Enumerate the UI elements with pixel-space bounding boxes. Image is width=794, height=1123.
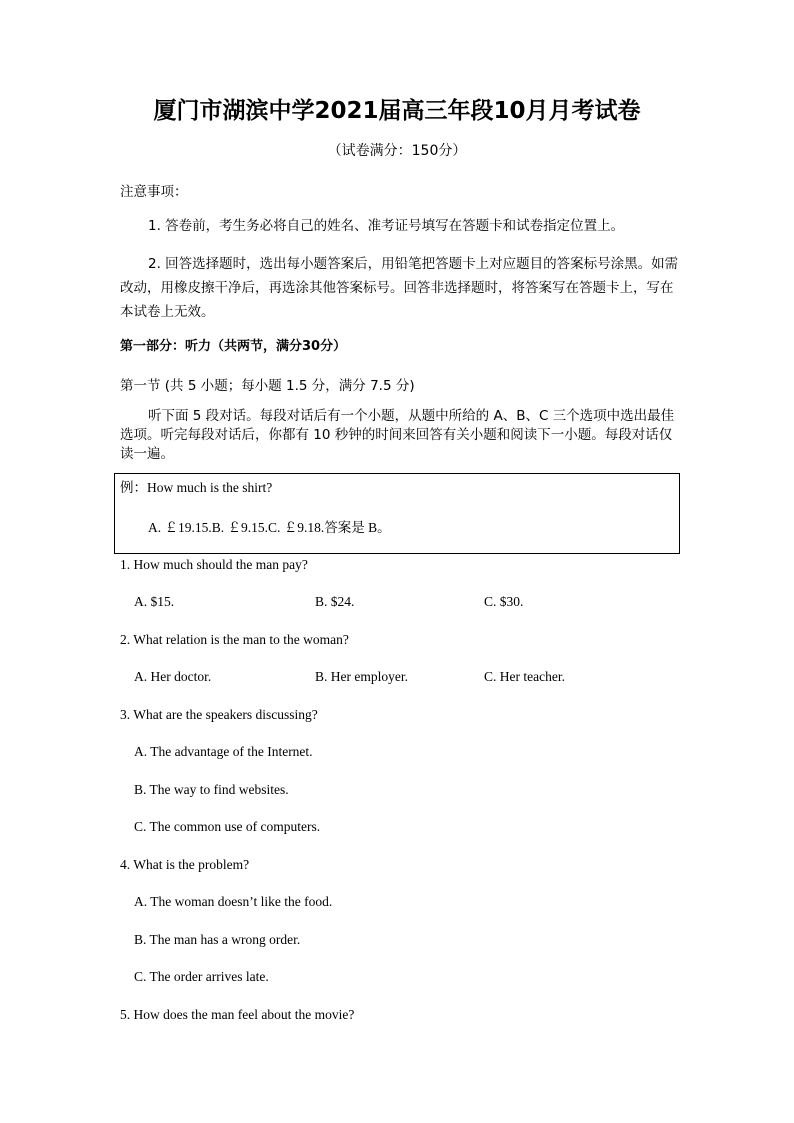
question-4-option-c: C. The order arrives late. [134, 969, 269, 984]
notice-item-2: 2. 回答选择题时，选出每小题答案后，用铅笔把答题卡上对应题目的答案标号涂黑。如需改动，用橡皮擦干净后，再选涂其他答案标号。回答非选择题时，将答案写在答题卡上，写在本试卷上无效。 [120, 256, 679, 320]
question-3-option-c: C. The common use of computers. [134, 819, 321, 834]
question-2-option-b: B. Her employer. [315, 669, 408, 684]
page-title: 厦门市湖滨中学2021届高三年段10月月考试卷 [153, 98, 641, 124]
section1-heading: 第一节 (共 5 小题；每小题 1.5 分，满分 7.5 分) [120, 378, 415, 394]
question-3-option-a: A. The advantage of the Internet. [134, 744, 313, 759]
question-3-option-b: B. The way to find websites. [134, 782, 289, 797]
question-2-stem: 2. What relation is the man to the woman? [120, 632, 349, 647]
question-1-option-b: B. $24. [315, 594, 355, 609]
notice-item-1: 1. 答卷前，考生务必将自己的姓名、准考证号填写在答题卡和试卷指定位置上。 [148, 218, 625, 234]
question-2-option-c: C. Her teacher. [484, 669, 565, 684]
question-5-stem: 5. How does the man feel about the movie? [120, 1007, 355, 1022]
part1-heading: 第一部分：听力（共两节，满分30分） [120, 339, 347, 354]
question-1-option-a: A. $15. [134, 594, 175, 609]
question-4-option-a: A. The woman doesn’t like the food. [134, 894, 333, 909]
page-subtitle: （试卷满分：150分） [327, 143, 467, 159]
question-2-option-a: A. Her doctor. [134, 669, 212, 684]
question-3-stem: 3. What are the speakers discussing? [120, 707, 318, 722]
question-1-stem: 1. How much should the man pay? [120, 557, 308, 572]
section1-instructions: 听下面 5 段对话。每段对话后有一个小题，从题中所给的 A、B、C 三个选项中选出最佳选项。听完每段对话后，你都有 10 秒钟的时间来回答有关小题和阅读下一小题。每段对话仅读一遍。 [120, 408, 675, 462]
question-1-option-c: C. $30. [484, 594, 524, 609]
example-options: A. ￡19.15.B. ￡9.15.C. ￡9.18.答案是 B。 [148, 520, 391, 535]
notice-heading: 注意事项： [120, 184, 188, 200]
question-4-option-b: B. The man has a wrong order. [134, 932, 301, 947]
question-4-stem: 4. What is the problem? [120, 857, 250, 872]
example-question: 例：How much is the shirt? [120, 480, 273, 495]
